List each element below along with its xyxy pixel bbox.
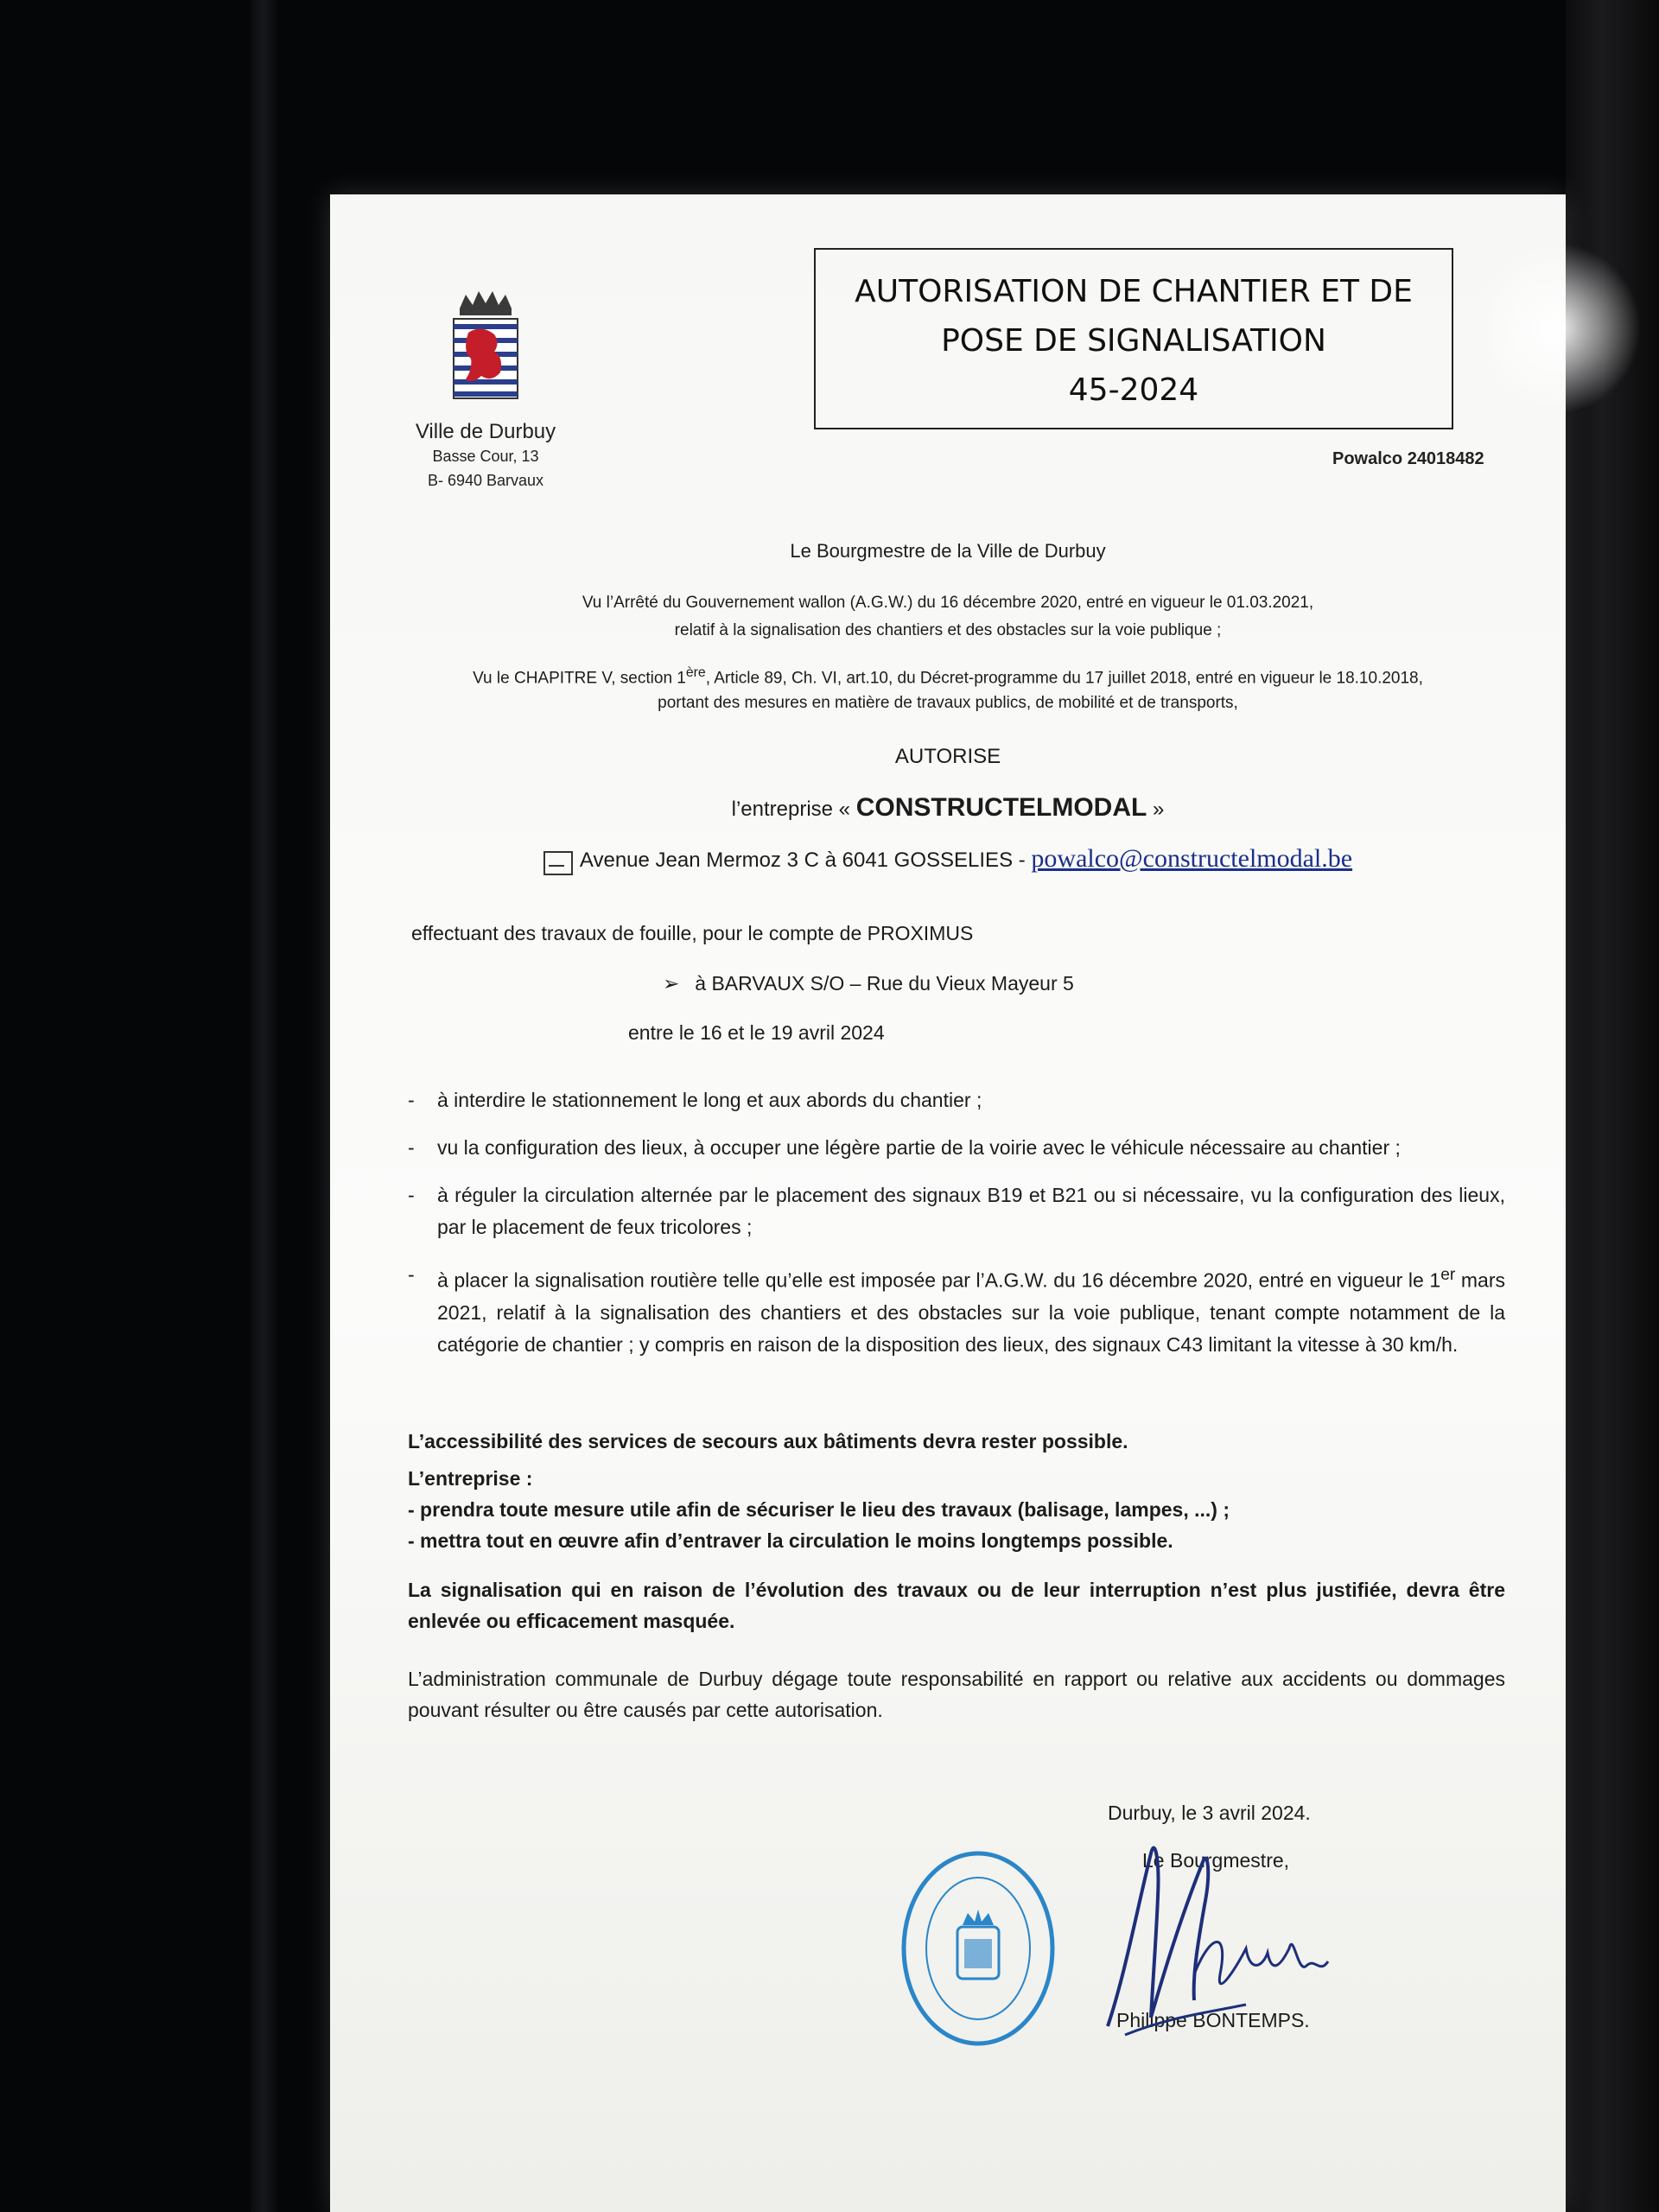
list-item: - vu la configuration des lieux, à occuper une légère partie de la voirie avec le véhicule nécessaire au chantier ; xyxy=(408,1132,1505,1164)
notice-sheet xyxy=(330,194,1566,2212)
obligation-1: - prendra toute mesure utile afin de sécuriser le lieu des travaux (balisage, lampes, ...) ; xyxy=(408,1498,1230,1521)
company-name: CONSTRUCTELMODAL xyxy=(855,793,1147,822)
company-line xyxy=(330,793,1566,823)
decision-word: AUTORISE xyxy=(894,745,1001,768)
signatory-name: Philippe BONTEMPS. xyxy=(1116,2009,1310,2031)
measure-4-text: à placer la signalisation routière telle qu’elle est imposée par l’A.G.W. du 16 décembre 2020, entré en vigueur le 1 xyxy=(437,1268,1441,1292)
municipality-header xyxy=(373,289,598,493)
handwritten-signature xyxy=(1090,1802,1384,2061)
works-location xyxy=(663,972,1074,995)
location-text: à BARVAUX S/O – Rue du Vieux Mayeur 5 xyxy=(695,972,1074,995)
list-item xyxy=(408,1259,1505,1361)
address-line-2: B- 6940 Barvaux xyxy=(427,472,544,489)
measure-4-sup: er xyxy=(1440,1266,1456,1284)
company-address: Avenue Jean Mermoz 3 C à 6041 GOSSELIES - xyxy=(579,849,1032,872)
works-period: entre le 16 et le 19 avril 2024 xyxy=(628,1021,885,1044)
company-suffix: » xyxy=(1147,798,1165,821)
light-glare xyxy=(1469,242,1642,415)
liability-clause: L’administration communale de Durbuy dégage toute responsabilité en rapport ou relative aux accidents ou dommages pouvant résulter ou être causés par cette autorisation. xyxy=(408,1668,1505,1721)
measures-list xyxy=(408,1084,1505,1376)
signatory-role: Le Bourgmestre, xyxy=(1142,1849,1290,1872)
company-prefix: l’entreprise « xyxy=(731,798,856,821)
considerant-2a-text: Vu le CHAPITRE V, section 1 xyxy=(473,669,686,688)
durbuy-coat-of-arms-icon xyxy=(447,289,524,410)
title-line-2: POSE DE SIGNALISATION xyxy=(941,323,1326,359)
reference-number: Powalco 24018482 xyxy=(1332,449,1484,468)
signage-clause: La signalisation qui en raison de l’évolution des travaux ou de leur interruption n’est plus justifiée, devra être enlevée ou efficacement masquée. xyxy=(408,1579,1505,1632)
considerant-2a xyxy=(330,665,1566,688)
works-description: effectuant des travaux de fouille, pour le compte de PROXIMUS xyxy=(411,922,974,944)
company-heading: L’entreprise : xyxy=(408,1467,533,1490)
considerant-2b: portant des mesures en matière de travaux publics, de mobilité et de transports, xyxy=(658,694,1238,712)
window-frame-left xyxy=(251,0,276,2212)
company-email-link[interactable]: powalco@constructelmodal.be xyxy=(1031,844,1353,873)
measure-4-rest: mars 2021, relatif à la signalisation des chantiers et des obstacles sur la voie publique, tenant compte notamment de la catégorie de chantier ; y compris en raison de la disposition des lieux, des signaux C43 limitant la vitesse à 30 km/h. xyxy=(437,1268,1506,1356)
considerant-2a-rest: , Article 89, Ch. VI, art.10, du Décret-programme du 17 juillet 2018, entré en vigueur le 18.10.2018, xyxy=(705,669,1423,688)
company-address-line xyxy=(330,844,1566,875)
place-date: Durbuy, le 3 avril 2024. xyxy=(1108,1802,1311,1824)
title-line-3: 45-2024 xyxy=(1068,372,1199,408)
document-title xyxy=(814,248,1453,429)
authority-line: Le Bourgmestre de la Ville de Durbuy xyxy=(790,540,1106,562)
municipal-seal-stamp xyxy=(900,1849,1056,2048)
considerant-1a: Vu l’Arrêté du Gouvernement wallon (A.G.W.) du 16 décembre 2020, entré en vigueur le 01.03.2021, xyxy=(582,594,1314,612)
list-item: - à réguler la circulation alternée par le placement des signaux B19 et B21 ou si nécessaire, vu la configuration des lieux, par le placement de feux tricolores ; xyxy=(408,1179,1505,1243)
seal-icon xyxy=(900,1849,1056,2048)
obligation-2: - mettra tout en œuvre afin d’entraver la circulation le moins longtemps possible. xyxy=(408,1529,1173,1552)
town-name: Ville de Durbuy xyxy=(415,420,556,443)
arrow-bullet-icon: ➢ xyxy=(663,972,680,995)
considerant-1b: relatif à la signalisation des chantiers et des obstacles sur la voie publique ; xyxy=(674,621,1222,639)
list-item: - à interdire le stationnement le long et aux abords du chantier ; xyxy=(408,1084,1505,1116)
address-line-1: Basse Cour, 13 xyxy=(432,448,539,465)
title-line-1: AUTORISATION DE CHANTIER ET DE xyxy=(855,274,1413,309)
access-clause: L’accessibilité des services de secours aux bâtiments devra rester possible. xyxy=(408,1430,1128,1452)
mail-icon xyxy=(543,851,573,875)
considerant-2a-sup: ère xyxy=(685,665,706,680)
